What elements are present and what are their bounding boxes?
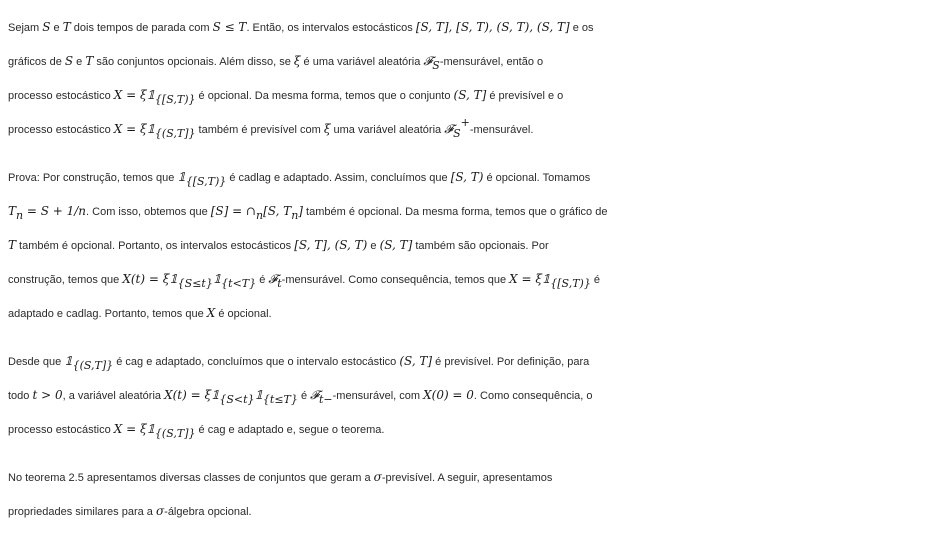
math-subscript: {S≤t} (177, 277, 213, 290)
text-line (8, 262, 936, 296)
math-main: X = ξ𝟙 (509, 272, 551, 286)
text-line (8, 78, 936, 112)
math-main: t > 0 (32, 388, 63, 402)
text-run: -álgebra opcional. (164, 506, 252, 518)
math-main: 𝓕 (310, 388, 319, 402)
math-main: T (8, 204, 16, 218)
math-main: S ≤ T (212, 20, 247, 34)
math-main: [S, T], (S, T) (294, 238, 368, 252)
math-expression (63, 20, 71, 34)
math-expression (164, 388, 255, 406)
text-line (8, 378, 936, 412)
math-main: 𝟙 (177, 170, 186, 184)
math-expression (423, 388, 474, 402)
text-run: é opcional. Tomamos (483, 172, 591, 184)
math-main: σ (373, 470, 382, 484)
text-run: todo (8, 390, 33, 402)
text-run: . Como consequência, o (473, 390, 593, 402)
text-run: também são opcionais. Por (412, 240, 549, 252)
math-subscript: S (453, 127, 461, 140)
text-line (8, 112, 936, 146)
math-expression (8, 204, 24, 222)
math-expression (156, 504, 164, 518)
text-run: e (367, 240, 380, 252)
text-line (8, 460, 936, 494)
math-main: = S + 1/n (23, 204, 87, 218)
math-expression (32, 388, 62, 402)
text-line (8, 344, 936, 378)
math-main: T (62, 20, 71, 34)
math-expression (399, 354, 432, 368)
math-main: (S, T] (453, 88, 487, 102)
math-subscript: {(S,T]} (154, 127, 196, 140)
math-main: 𝟙 (64, 354, 73, 368)
math-main: T (85, 54, 94, 68)
math-subscript: {[S,T)} (550, 277, 591, 290)
math-main: X = ξ𝟙 (113, 422, 155, 436)
math-main: [S, T) (450, 170, 484, 184)
text-run: , a variável aleatória (62, 390, 165, 402)
math-main: X(0) = 0 (423, 388, 474, 402)
math-subscript: n (291, 209, 299, 222)
text-run: processo estocástico (8, 90, 114, 102)
text-run: são conjuntos opcionais. Além disso, se (93, 56, 294, 68)
math-expression (374, 470, 382, 484)
math-expression (113, 422, 196, 440)
math-main: [S, T (263, 204, 292, 218)
text-run: é opcional. Da mesma forma, temos que o conjunto (195, 90, 454, 102)
text-run: é uma variável aleatória (300, 56, 424, 68)
text-run: também é opcional. Portanto, os intervalos estocásticos (16, 240, 295, 252)
math-expression (310, 388, 333, 406)
math-expression (294, 54, 301, 68)
text-run: Desde que (8, 356, 65, 368)
math-expression (113, 88, 196, 106)
math-expression (268, 272, 282, 290)
math-main: T (8, 238, 16, 252)
math-main: 𝓕 (444, 122, 454, 136)
math-expression (454, 88, 487, 102)
math-expression (254, 388, 298, 406)
math-main: 𝓕 (423, 54, 433, 68)
text-run: -mensurável, então o (439, 56, 544, 68)
math-expression (294, 238, 367, 252)
math-main: S (42, 20, 51, 34)
math-subscript: {t<T} (221, 277, 257, 290)
text-run: é cadlag e adaptado. Assim, concluímos que (226, 172, 451, 184)
math-main: X = ξ𝟙 (113, 122, 155, 136)
text-run: e (73, 56, 86, 68)
text-run: . Com isso, obtemos que (86, 206, 211, 218)
text-run: também é previsível com (195, 124, 324, 136)
math-expression (65, 54, 73, 68)
text-run: Prova: Por construção, temos que (8, 172, 178, 184)
text-run: -previsível. A seguir, apresentamos (381, 472, 553, 484)
text-run: é cag e adaptado e, segue o teorema. (195, 424, 385, 436)
paragraph-closing (8, 460, 936, 528)
text-line (8, 160, 936, 194)
math-expression (263, 204, 299, 222)
document-body (8, 10, 936, 542)
math-expression (122, 272, 213, 290)
math-main: [S] = ∩ (210, 204, 257, 218)
text-run: é previsível e o (486, 90, 564, 102)
text-line (8, 412, 936, 446)
math-main: 𝟙 (254, 388, 263, 402)
text-run: também é opcional. Da mesma forma, temos que o gráfico de (302, 206, 608, 218)
math-subscript: {(S,T]} (72, 359, 114, 372)
paragraph-proof-2 (8, 344, 936, 446)
math-main: ξ (323, 122, 331, 136)
text-run: No teorema 2.5 apresentamos diversas classes de conjuntos que geram a (8, 472, 374, 484)
math-expression (416, 20, 570, 34)
math-main: (S, T] (399, 354, 433, 368)
math-main: ξ (293, 54, 301, 68)
math-expression (212, 272, 257, 290)
math-main: X(t) = ξ𝟙 (164, 388, 220, 402)
text-line (8, 44, 936, 78)
text-run: e os (569, 22, 594, 34)
text-line (8, 494, 936, 528)
paragraph-proof-1 (8, 160, 936, 330)
text-run: -mensurável. Como consequência, temos que (281, 274, 510, 286)
text-run: construção, temos que (8, 274, 123, 286)
math-subscript: t− (318, 393, 333, 406)
text-line (8, 10, 936, 44)
math-subscript: {(S,T]} (154, 427, 196, 440)
math-main: 𝓕 (268, 272, 278, 286)
math-subscript: {[S,T)} (185, 175, 227, 188)
text-run: adaptado e cadlag. Portanto, temos que (8, 308, 207, 320)
text-run: e (50, 22, 63, 34)
text-run: propriedades similares para a (8, 506, 156, 518)
text-run: processo estocástico (8, 124, 114, 136)
math-expression (423, 54, 440, 72)
math-subscript: S (432, 59, 440, 72)
text-run: é (297, 390, 311, 402)
math-expression (380, 238, 413, 252)
math-expression (8, 238, 16, 252)
math-main: ] (298, 204, 303, 218)
text-run: é (256, 274, 269, 286)
text-run: é cag e adaptado, concluímos que o intervalo estocástico (113, 356, 400, 368)
math-expression (113, 122, 196, 140)
math-expression (509, 272, 591, 290)
math-superscript: + (460, 116, 470, 129)
text-line (8, 194, 936, 228)
math-subscript: {t≤T} (262, 393, 298, 406)
math-expression (210, 204, 264, 222)
text-line (8, 296, 936, 330)
text-run: dois tempos de parada com (70, 22, 213, 34)
text-run: é (590, 274, 601, 286)
math-main: X = ξ𝟙 (113, 88, 155, 102)
math-main: 𝟙 (212, 272, 222, 286)
math-subscript: t (277, 277, 282, 290)
math-main: X (206, 306, 216, 320)
math-main: X(t) = ξ𝟙 (122, 272, 178, 286)
text-run: . Então, os intervalos estocásticos (246, 22, 416, 34)
text-run: Sejam (8, 22, 43, 34)
text-line (8, 228, 936, 262)
math-expression (23, 204, 86, 218)
math-expression (213, 20, 247, 34)
math-subscript: n (256, 209, 264, 222)
math-main: σ (155, 504, 165, 518)
text-run: processo estocástico (8, 424, 114, 436)
text-run: gráficos de (8, 56, 65, 68)
math-subscript: {[S,T)} (154, 93, 196, 106)
math-subscript: {S<t} (219, 393, 255, 406)
text-run: é opcional. (215, 308, 272, 320)
text-run: -mensurável. (469, 124, 534, 136)
text-run: é previsível. Por definição, para (432, 356, 590, 368)
math-expression (64, 354, 114, 372)
math-expression (451, 170, 484, 184)
math-main: [S, T], [S, T), (S, T), (S, T] (415, 20, 570, 34)
math-main: S (64, 54, 74, 68)
math-subscript: n (16, 209, 24, 222)
paragraph-theorem (8, 10, 936, 146)
math-expression (444, 116, 470, 140)
math-main: (S, T] (379, 238, 413, 252)
text-run: uma variável aleatória (330, 124, 445, 136)
math-expression (177, 170, 227, 188)
text-run: -mensurável, com (332, 390, 424, 402)
